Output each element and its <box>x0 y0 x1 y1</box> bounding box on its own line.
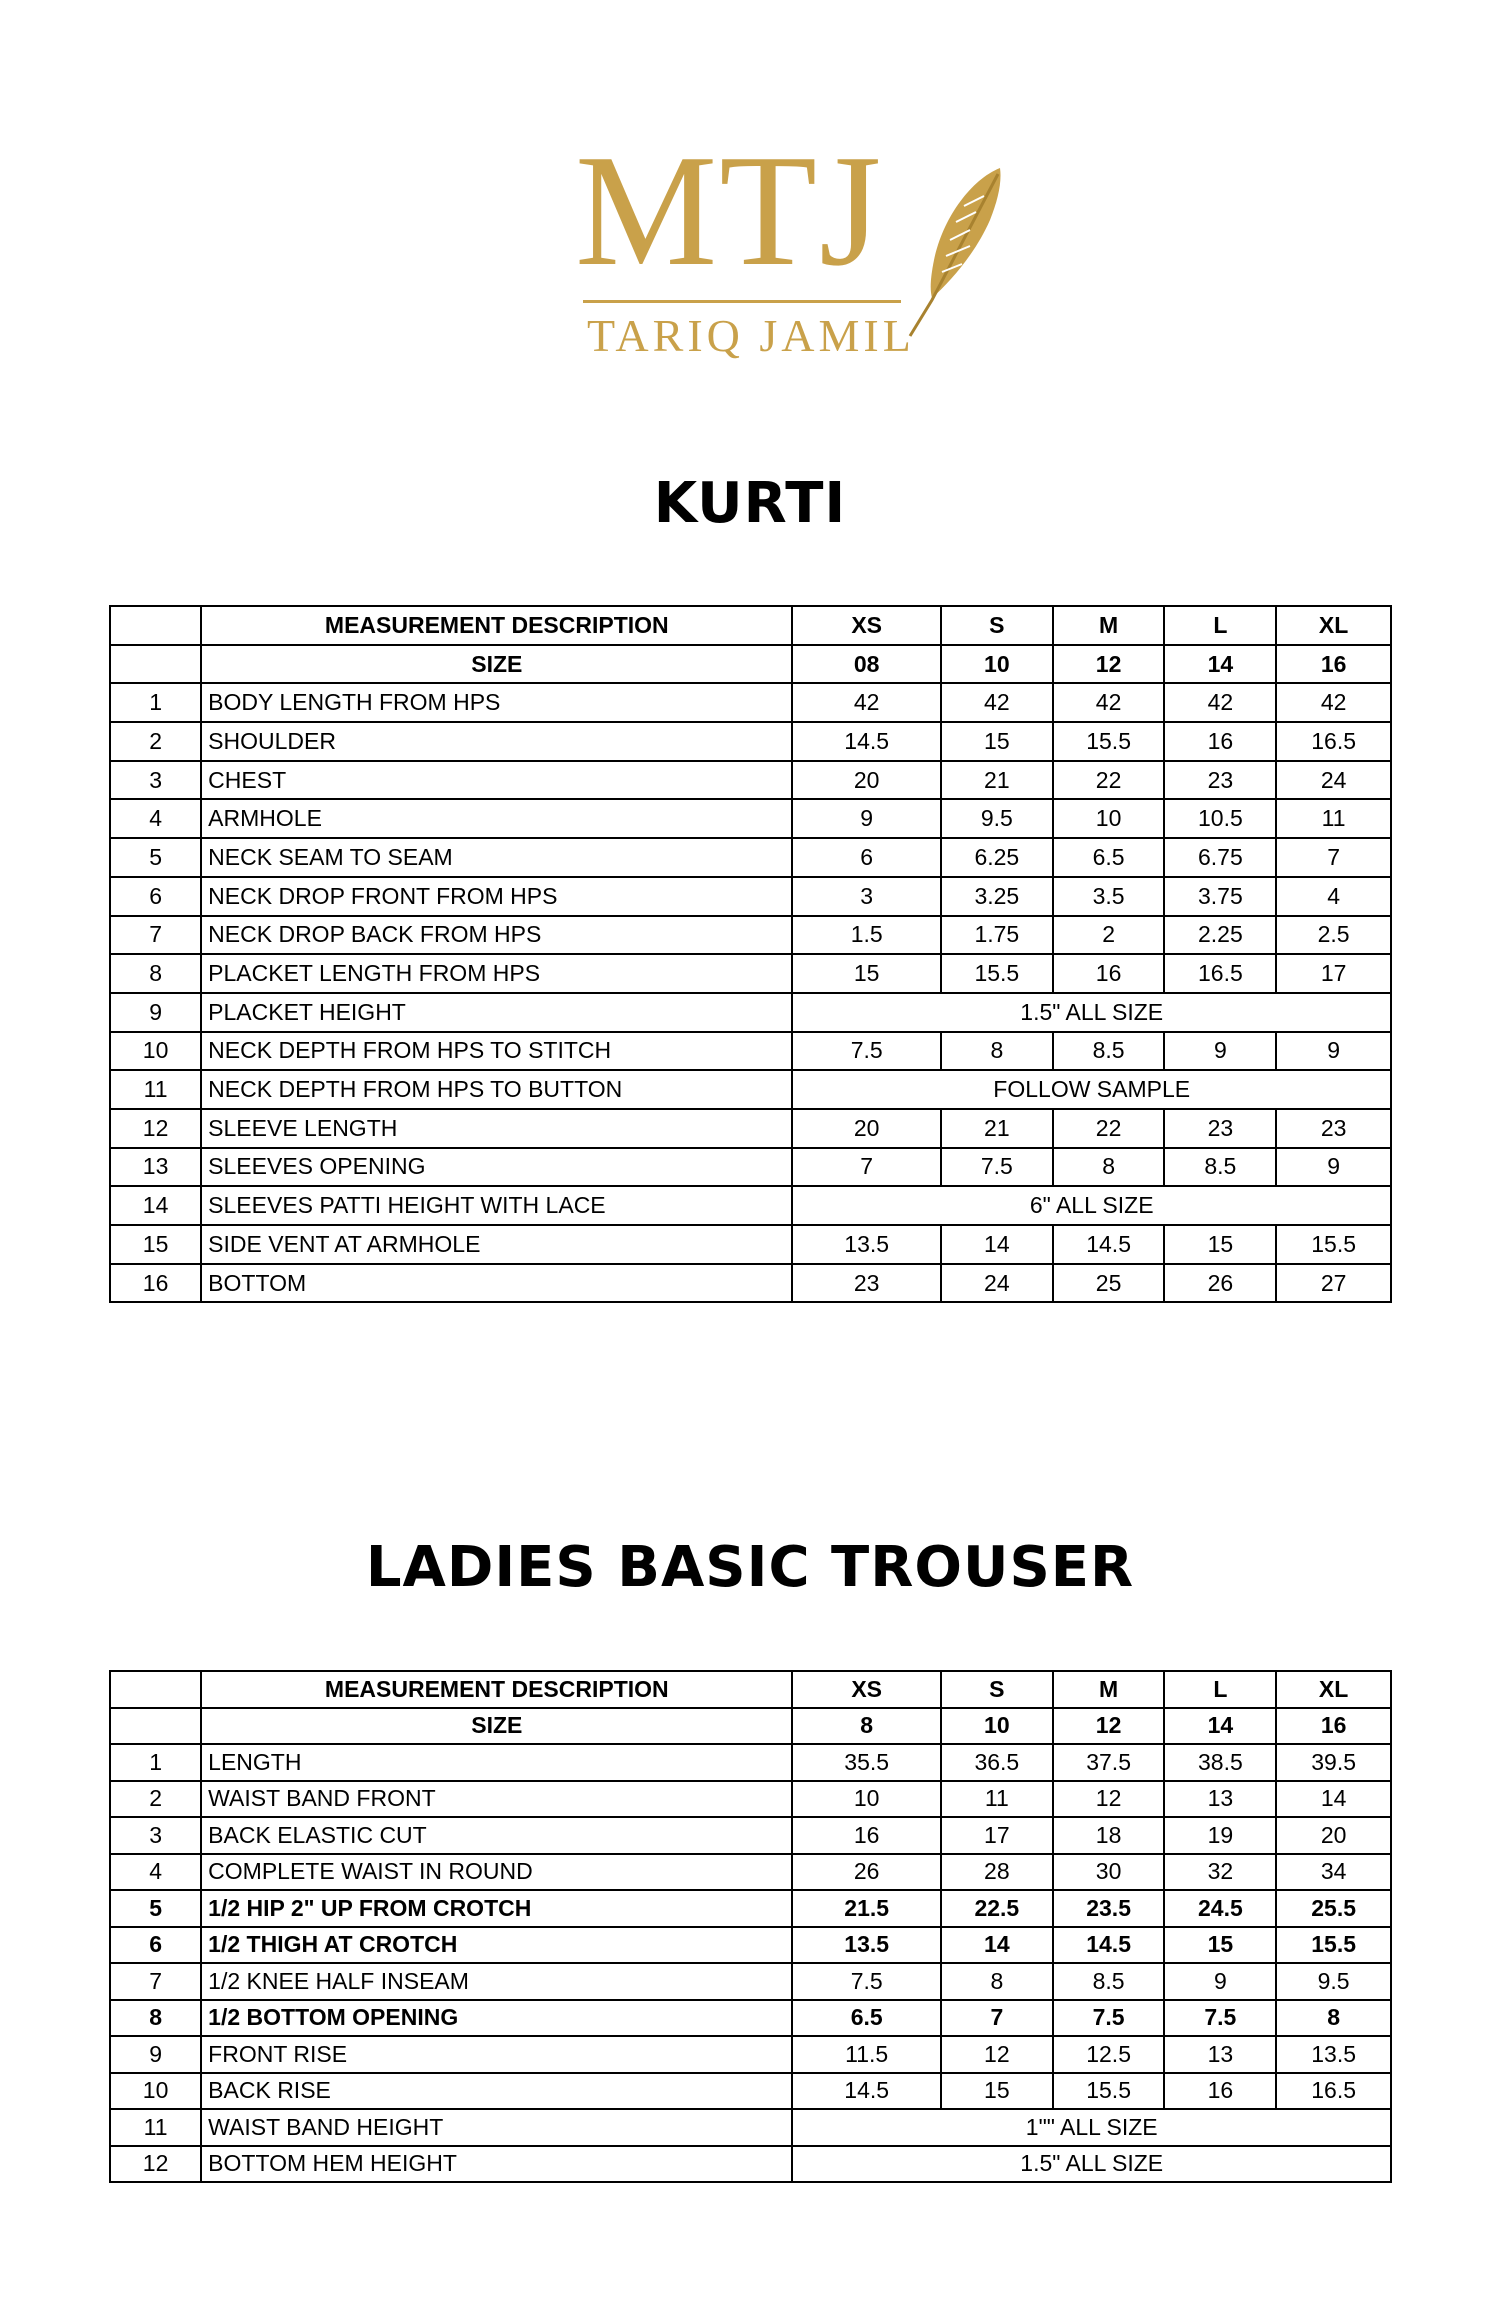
row-number: 9 <box>110 993 201 1032</box>
measurement-value: 1.5 <box>792 916 941 955</box>
row-number: 8 <box>110 2000 201 2037</box>
all-size-value: 1.5" ALL SIZE <box>792 2146 1391 2183</box>
table-row <box>110 1817 1391 1854</box>
row-description: BOTTOM HEM HEIGHT <box>201 2146 792 2183</box>
row-description: NECK DEPTH FROM HPS TO STITCH <box>201 1032 792 1071</box>
table-row <box>110 1109 1391 1148</box>
table-row <box>110 1963 1391 2000</box>
measurement-value: 3.25 <box>941 877 1053 916</box>
size-letter: XS <box>792 606 941 645</box>
size-letter: S <box>941 1671 1053 1708</box>
measurement-value: 9 <box>1164 1032 1276 1071</box>
measurement-value: 15.5 <box>1276 1225 1391 1264</box>
measurement-value: 10.5 <box>1164 799 1276 838</box>
all-size-value: 1.5" ALL SIZE <box>792 993 1391 1032</box>
row-number: 7 <box>110 916 201 955</box>
row-description: ARMHOLE <box>201 799 792 838</box>
logo-tagline: TARIQ JAMIL <box>587 310 915 361</box>
measurement-value: 6.5 <box>792 2000 941 2037</box>
measurement-value: 8 <box>941 1963 1053 2000</box>
row-description: NECK SEAM TO SEAM <box>201 838 792 877</box>
kurti-size-table <box>109 605 1392 1303</box>
measurement-value: 8.5 <box>1053 1963 1165 2000</box>
row-number: 10 <box>110 2073 201 2110</box>
row-description: NECK DROP BACK FROM HPS <box>201 916 792 955</box>
measurement-value: 20 <box>792 761 941 800</box>
all-size-value: 6" ALL SIZE <box>792 1186 1391 1225</box>
table-row <box>110 1264 1391 1303</box>
row-number: 7 <box>110 1963 201 2000</box>
table-row <box>110 954 1391 993</box>
measurement-value: 22.5 <box>941 1890 1053 1927</box>
measurement-value: 26 <box>792 1854 941 1891</box>
row-number: 6 <box>110 1927 201 1964</box>
size-letter: L <box>1164 606 1276 645</box>
row-description: SLEEVE LENGTH <box>201 1109 792 1148</box>
logo-divider <box>583 300 901 303</box>
table-row <box>110 2146 1391 2183</box>
measurement-value: 4 <box>1276 877 1391 916</box>
measurement-value: 34 <box>1276 1854 1391 1891</box>
brand-logo <box>575 121 1015 370</box>
row-number: 12 <box>110 2146 201 2183</box>
row-number: 11 <box>110 1070 201 1109</box>
row-description: LENGTH <box>201 1744 792 1781</box>
size-number: 10 <box>941 1708 1053 1745</box>
row-number: 13 <box>110 1148 201 1187</box>
size-letter: XL <box>1276 606 1391 645</box>
measurement-value: 8 <box>941 1032 1053 1071</box>
measurement-value: 13 <box>1164 2036 1276 2073</box>
measurement-value: 12 <box>1053 1781 1165 1818</box>
measurement-value: 19 <box>1164 1817 1276 1854</box>
measurement-value: 23 <box>1164 1109 1276 1148</box>
row-description: 1/2 THIGH AT CROTCH <box>201 1927 792 1964</box>
measurement-value: 16.5 <box>1276 2073 1391 2110</box>
table-row <box>110 2000 1391 2037</box>
measurement-value: 23 <box>1164 761 1276 800</box>
measurement-value: 42 <box>1164 683 1276 722</box>
measurement-value: 42 <box>1276 683 1391 722</box>
measurement-value: 7.5 <box>792 1032 941 1071</box>
row-number: 2 <box>110 1781 201 1818</box>
measurement-value: 10 <box>1053 799 1165 838</box>
measurement-value: 2.25 <box>1164 916 1276 955</box>
kurti-title: KURTI <box>653 471 847 536</box>
measurement-value: 7.5 <box>1053 2000 1165 2037</box>
table-row <box>110 877 1391 916</box>
row-description: SLEEVES OPENING <box>201 1148 792 1187</box>
row-number: 3 <box>110 1817 201 1854</box>
measurement-value: 12.5 <box>1053 2036 1165 2073</box>
table-row <box>110 1781 1391 1818</box>
row-description: NECK DROP FRONT FROM HPS <box>201 877 792 916</box>
header-blank <box>110 606 201 645</box>
measurement-value: 25.5 <box>1276 1890 1391 1927</box>
header-row <box>110 1671 1391 1708</box>
measurement-value: 8 <box>1276 2000 1391 2037</box>
row-number: 16 <box>110 1264 201 1303</box>
row-number: 15 <box>110 1225 201 1264</box>
table-row <box>110 916 1391 955</box>
measurement-value: 10 <box>792 1781 941 1818</box>
measurement-value: 22 <box>1053 1109 1165 1148</box>
row-number: 5 <box>110 838 201 877</box>
table-row <box>110 1186 1391 1225</box>
measurement-value: 7 <box>1276 838 1391 877</box>
row-description: CHEST <box>201 761 792 800</box>
measurement-value: 21 <box>941 1109 1053 1148</box>
size-number: 16 <box>1276 645 1391 684</box>
table-row <box>110 1927 1391 1964</box>
row-number: 10 <box>110 1032 201 1071</box>
measurement-value: 38.5 <box>1164 1744 1276 1781</box>
measurement-value: 16 <box>792 1817 941 1854</box>
measurement-value: 39.5 <box>1276 1744 1391 1781</box>
size-number: 10 <box>941 645 1053 684</box>
measurement-value: 3.5 <box>1053 877 1165 916</box>
table-row <box>110 1070 1391 1109</box>
size-number: 14 <box>1164 1708 1276 1745</box>
row-description: BODY LENGTH FROM HPS <box>201 683 792 722</box>
measurement-value: 6.5 <box>1053 838 1165 877</box>
measurement-value: 25 <box>1053 1264 1165 1303</box>
measurement-value: 7.5 <box>941 1148 1053 1187</box>
measurement-value: 28 <box>941 1854 1053 1891</box>
measurement-value: 37.5 <box>1053 1744 1165 1781</box>
measurement-value: 9 <box>1276 1148 1391 1187</box>
measurement-value: 13.5 <box>792 1927 941 1964</box>
measurement-value: 13.5 <box>1276 2036 1391 2073</box>
table-row <box>110 1854 1391 1891</box>
row-description: SHOULDER <box>201 722 792 761</box>
row-description: COMPLETE WAIST IN ROUND <box>201 1854 792 1891</box>
measurement-value: 7 <box>792 1148 941 1187</box>
size-number: 14 <box>1164 645 1276 684</box>
logo-monogram: MTJ <box>575 121 884 299</box>
header-description: MEASUREMENT DESCRIPTION <box>201 606 792 645</box>
table-row <box>110 1890 1391 1927</box>
row-number: 12 <box>110 1109 201 1148</box>
table-row <box>110 1032 1391 1071</box>
measurement-value: 11.5 <box>792 2036 941 2073</box>
size-blank <box>110 645 201 684</box>
table-row <box>110 2073 1391 2110</box>
measurement-value: 15 <box>1164 1225 1276 1264</box>
measurement-value: 6.25 <box>941 838 1053 877</box>
measurement-value: 14.5 <box>792 722 941 761</box>
table-row <box>110 722 1391 761</box>
measurement-value: 21 <box>941 761 1053 800</box>
measurement-value: 15.5 <box>941 954 1053 993</box>
measurement-value: 9 <box>1276 1032 1391 1071</box>
measurement-value: 15 <box>941 722 1053 761</box>
measurement-value: 42 <box>941 683 1053 722</box>
row-number: 1 <box>110 683 201 722</box>
measurement-value: 23 <box>792 1264 941 1303</box>
measurement-value: 8.5 <box>1164 1148 1276 1187</box>
measurement-value: 14 <box>941 1225 1053 1264</box>
size-row <box>110 645 1391 684</box>
measurement-value: 42 <box>792 683 941 722</box>
measurement-value: 21.5 <box>792 1890 941 1927</box>
row-description: BACK ELASTIC CUT <box>201 1817 792 1854</box>
table-row <box>110 1148 1391 1187</box>
table-row <box>110 2109 1391 2146</box>
measurement-value: 13 <box>1164 1781 1276 1818</box>
row-number: 9 <box>110 2036 201 2073</box>
measurement-value: 24 <box>1276 761 1391 800</box>
size-label: SIZE <box>201 1708 792 1745</box>
row-number: 14 <box>110 1186 201 1225</box>
measurement-value: 3 <box>792 877 941 916</box>
measurement-value: 24.5 <box>1164 1890 1276 1927</box>
measurement-value: 18 <box>1053 1817 1165 1854</box>
measurement-value: 17 <box>1276 954 1391 993</box>
measurement-value: 42 <box>1053 683 1165 722</box>
measurement-value: 14 <box>1276 1781 1391 1818</box>
table-row <box>110 993 1391 1032</box>
size-number: 16 <box>1276 1708 1391 1745</box>
row-number: 5 <box>110 1890 201 1927</box>
measurement-value: 2.5 <box>1276 916 1391 955</box>
row-description: BACK RISE <box>201 2073 792 2110</box>
measurement-value: 3.75 <box>1164 877 1276 916</box>
measurement-value: 14.5 <box>1053 1225 1165 1264</box>
measurement-value: 1.75 <box>941 916 1053 955</box>
size-number: 12 <box>1053 645 1165 684</box>
measurement-value: 20 <box>792 1109 941 1148</box>
measurement-value: 26 <box>1164 1264 1276 1303</box>
measurement-value: 20 <box>1276 1817 1391 1854</box>
row-description: 1/2 KNEE HALF INSEAM <box>201 1963 792 2000</box>
measurement-value: 17 <box>941 1817 1053 1854</box>
measurement-value: 2 <box>1053 916 1165 955</box>
size-letter: XL <box>1276 1671 1391 1708</box>
size-letter: M <box>1053 606 1165 645</box>
measurement-value: 11 <box>941 1781 1053 1818</box>
measurement-value: 24 <box>941 1264 1053 1303</box>
row-number: 2 <box>110 722 201 761</box>
row-description: BOTTOM <box>201 1264 792 1303</box>
table-row <box>110 1225 1391 1264</box>
measurement-value: 11 <box>1276 799 1391 838</box>
size-blank <box>110 1708 201 1745</box>
row-description: SLEEVES PATTI HEIGHT WITH LACE <box>201 1186 792 1225</box>
measurement-value: 15 <box>792 954 941 993</box>
table-row <box>110 838 1391 877</box>
measurement-value: 8 <box>1053 1148 1165 1187</box>
table-row <box>110 683 1391 722</box>
header-blank <box>110 1671 201 1708</box>
all-size-value: FOLLOW SAMPLE <box>792 1070 1391 1109</box>
size-label: SIZE <box>201 645 792 684</box>
table-row <box>110 2036 1391 2073</box>
header-description: MEASUREMENT DESCRIPTION <box>201 1671 792 1708</box>
measurement-value: 9.5 <box>941 799 1053 838</box>
row-description: PLACKET LENGTH FROM HPS <box>201 954 792 993</box>
size-number: 8 <box>792 1708 941 1745</box>
measurement-value: 15 <box>941 2073 1053 2110</box>
measurement-value: 7.5 <box>792 1963 941 2000</box>
size-letter: M <box>1053 1671 1165 1708</box>
row-number: 4 <box>110 799 201 838</box>
row-number: 3 <box>110 761 201 800</box>
measurement-value: 16.5 <box>1276 722 1391 761</box>
size-number: 08 <box>792 645 941 684</box>
measurement-value: 32 <box>1164 1854 1276 1891</box>
measurement-value: 12 <box>941 2036 1053 2073</box>
measurement-value: 13.5 <box>792 1225 941 1264</box>
size-letter: L <box>1164 1671 1276 1708</box>
measurement-value: 30 <box>1053 1854 1165 1891</box>
size-letter: S <box>941 606 1053 645</box>
trouser-size-table <box>109 1670 1392 2183</box>
feather-icon <box>900 160 1010 340</box>
row-description: WAIST BAND FRONT <box>201 1781 792 1818</box>
measurement-value: 23.5 <box>1053 1890 1165 1927</box>
row-number: 8 <box>110 954 201 993</box>
table-row <box>110 799 1391 838</box>
measurement-value: 15 <box>1164 1927 1276 1964</box>
row-description: 1/2 BOTTOM OPENING <box>201 2000 792 2037</box>
all-size-value: 1"" ALL SIZE <box>792 2109 1391 2146</box>
measurement-value: 23 <box>1276 1109 1391 1148</box>
header-row <box>110 606 1391 645</box>
measurement-value: 7.5 <box>1164 2000 1276 2037</box>
measurement-value: 16 <box>1164 722 1276 761</box>
row-description: SIDE VENT AT ARMHOLE <box>201 1225 792 1264</box>
measurement-value: 7 <box>941 2000 1053 2037</box>
measurement-value: 9 <box>1164 1963 1276 2000</box>
measurement-value: 22 <box>1053 761 1165 800</box>
size-row <box>110 1708 1391 1745</box>
measurement-value: 8.5 <box>1053 1032 1165 1071</box>
measurement-value: 16 <box>1164 2073 1276 2110</box>
row-description: WAIST BAND HEIGHT <box>201 2109 792 2146</box>
measurement-value: 16.5 <box>1164 954 1276 993</box>
measurement-value: 6 <box>792 838 941 877</box>
measurement-value: 15.5 <box>1053 722 1165 761</box>
trouser-title: LADIES BASIC TROUSER <box>365 1535 1135 1600</box>
row-number: 6 <box>110 877 201 916</box>
measurement-value: 27 <box>1276 1264 1391 1303</box>
measurement-value: 14 <box>941 1927 1053 1964</box>
size-number: 12 <box>1053 1708 1165 1745</box>
measurement-value: 35.5 <box>792 1744 941 1781</box>
row-description: FRONT RISE <box>201 2036 792 2073</box>
measurement-value: 14.5 <box>792 2073 941 2110</box>
measurement-value: 36.5 <box>941 1744 1053 1781</box>
table-row <box>110 1744 1391 1781</box>
measurement-value: 9 <box>792 799 941 838</box>
row-number: 4 <box>110 1854 201 1891</box>
measurement-value: 6.75 <box>1164 838 1276 877</box>
measurement-value: 16 <box>1053 954 1165 993</box>
row-description: NECK DEPTH FROM HPS TO BUTTON <box>201 1070 792 1109</box>
measurement-value: 15.5 <box>1053 2073 1165 2110</box>
table-row <box>110 761 1391 800</box>
row-description: 1/2 HIP 2" UP FROM CROTCH <box>201 1890 792 1927</box>
row-number: 1 <box>110 1744 201 1781</box>
row-number: 11 <box>110 2109 201 2146</box>
size-letter: XS <box>792 1671 941 1708</box>
measurement-value: 14.5 <box>1053 1927 1165 1964</box>
measurement-value: 15.5 <box>1276 1927 1391 1964</box>
measurement-value: 9.5 <box>1276 1963 1391 2000</box>
row-description: PLACKET HEIGHT <box>201 993 792 1032</box>
